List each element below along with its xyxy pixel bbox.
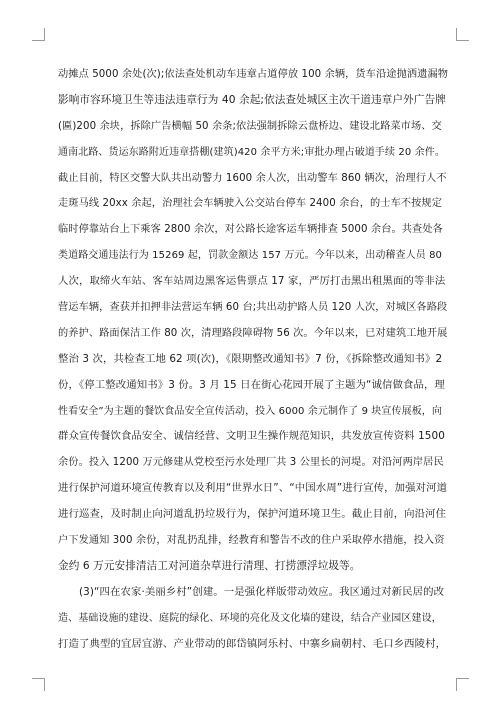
text-line: 打造了典型的宜居宜游、产业带动的郎岱镇阿乐村、中寨乡扁朝村、毛口乡西陵村， — [58, 637, 447, 650]
text-line: (3)“四在农家·美丽乡村”创建。一是强化样版带动效应。我区通过对新民居的改 — [58, 585, 445, 598]
text-line: 户下发通知 300 余份，对乱扔乱排，经教育和警告不改的住户采取停水措施，投入资 — [58, 535, 445, 547]
text-line: 份，《停工整改通知书》3 份。3 月 15 日在街心花园开展了主题为“诚信做食品，理 — [58, 378, 445, 391]
text-line: 临时停靠站台上下乘客 2800 余次，对公路长途客运车辆排查 5000 余台。共查处各 — [58, 224, 443, 236]
text-line: 影响市容环境卫生等违法违章行为 40 余起;依法查处城区主次干道违章户外广告牌 — [58, 93, 446, 106]
crop-mark-top-left — [32, 28, 45, 41]
crop-mark-bottom-right — [456, 678, 469, 691]
text-line: 性看安全”为主题的餐饮食品安全宣传活动，投入 6000 余元制作了 9 块宣传展板，向 — [58, 405, 443, 417]
text-line: 的养护、路面保洁工作 80 次，清理路段障碍物 56 次。今年以来，已对建筑工地开展 — [58, 327, 448, 339]
text-line: 金约 6 万元安排清洁工对河道杂草进行清理、打捞漂浮垃圾等。 — [58, 559, 361, 572]
crop-mark-bottom-left — [32, 678, 45, 691]
text-line: 类道路交通违法行为 15269 起，罚款金额达 157 万元。今年以来，出动稽查人员 80 — [58, 250, 443, 262]
text-line: 群众宣传餐饮食品安全、诚信经营、文明卫生操作规范知识，共发放宣传资料 1500 — [58, 430, 445, 443]
text-line: 走斑马线 20xx 余起，治理社会车辆驶入公交站台停车 2400 余台，的士车不按规定 — [58, 198, 443, 210]
document-body — [58, 62, 448, 657]
text-line: 进行巡查，及时制止向河道乱扔垃圾行为，保护河道环境卫生。截止目前，向沿河住 — [58, 508, 447, 521]
text-line: 截止目前，特区交警大队共出动警力 1600 余人次，出动警车 860 辆次，治理行人不 — [58, 172, 447, 184]
text-line: 进行保护河道环境宣传教育以及利用“世界水日”、“中国水周”进行宣传，加强对河道 — [58, 482, 448, 495]
text-line: (匾)200 余块，拆除广告横幅 50 余条;依法强制拆除云盘桥边、建设北路菜市场、交 — [58, 120, 442, 132]
text-line: 动摊点 5000 余处(次);依法查处机动车违章占道停放 100 余辆，货车沿途抛洒遗漏物 — [58, 69, 449, 80]
text-line: 造、基础设施的建设、庭院的绿化、环境的亮化及文化墙的建设，结合产业园区建设， — [58, 612, 442, 624]
text-line: 人次，取缔火车站、客车站周边黑客运售票点 17 家，严厉打击黑出租黑面的等非法 — [58, 275, 446, 288]
text-line: 整治 3 次，共检查工地 62 项(次)，《限期整改通知书》7 份，《拆除整改通知书》2 — [58, 352, 443, 365]
text-line: 余份。投入 1200 万元修建从党校至污水处理厂共 3 公里长的河堤。对沿河两岸居民 — [58, 457, 444, 469]
text-line: 营运车辆，查获并扣押非法营运车辆 60 台;共出动护路人员 120 人次，对城区各路段 — [58, 302, 448, 314]
text-line: 通南北路、货运东路附近违章搭棚(建筑)420 余平方米;审批办理占破道手续 20 余件。 — [58, 146, 445, 158]
crop-mark-top-right — [456, 28, 469, 41]
